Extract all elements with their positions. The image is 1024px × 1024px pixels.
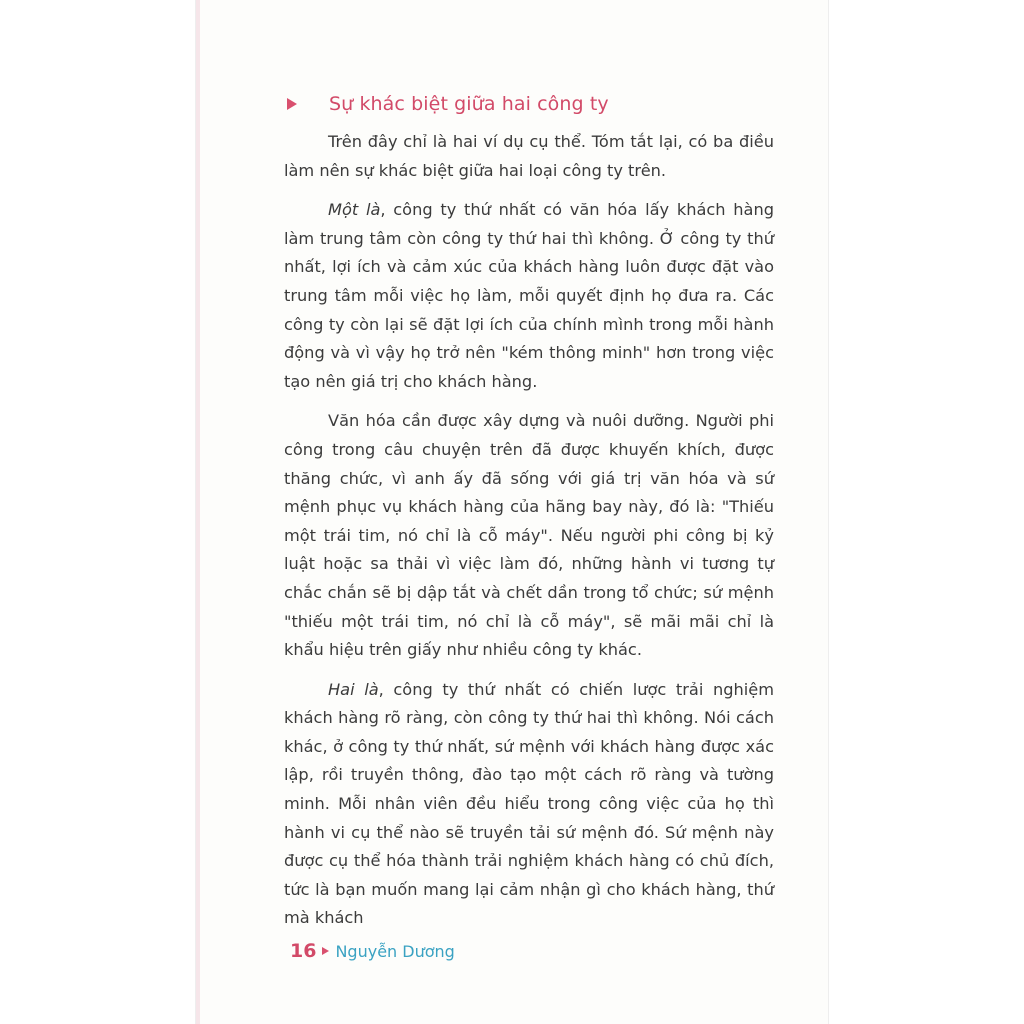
page-footer	[290, 936, 455, 966]
triangle-bullet-icon	[322, 947, 329, 955]
section-title: Sự khác biệt giữa hai công ty	[329, 93, 609, 115]
paragraph	[284, 196, 774, 396]
paragraph	[284, 128, 774, 185]
paragraph-lead: Hai là	[328, 679, 379, 699]
paragraph-text: , công ty thứ nhất có văn hóa lấy khách hàng làm trung tâm còn công ty thứ hai thì không. Ở công ty thứ nhất, lợi ích và cảm xúc của khách hàng luôn được đặt vào trung tâm mỗi việc họ làm, mỗi quyết định họ đưa ra. Các công ty còn lại sẽ đặt lợi ích của chính mình trong mỗi hành động và vì vậy họ trở nên "kém thông minh" hơn trong việc tạo nên giá trị cho khách hàng.	[284, 200, 774, 391]
page-edge	[196, 0, 200, 1024]
page-number: 16	[290, 940, 317, 962]
paragraph	[284, 676, 774, 933]
paragraph-text: Trên đây chỉ là hai ví dụ cụ thể. Tóm tắt lại, có ba điều làm nên sự khác biệt giữa hai loại công ty trên.	[284, 132, 774, 180]
body-text	[284, 128, 774, 944]
section-heading	[287, 88, 609, 120]
paragraph-text: , công ty thứ nhất có chiến lược trải nghiệm khách hàng rõ ràng, còn công ty thứ hai thì không. Nói cách khác, ở công ty thứ nhất, sứ mệnh với khách hàng được xác lập, rồi truyền thông, đào tạo một cách rõ ràng và tường minh. Mỗi nhân viên đều hiểu trong công việc của họ thì hành vi cụ thể nào sẽ truyền tải sứ mệnh đó. Sứ mệnh này được cụ thể hóa thành trải nghiệm khách hàng có chủ đích, tức là bạn muốn mang lại cảm nhận gì cho khách hàng, thứ mà khách	[284, 679, 774, 928]
author-name: Nguyễn Dương	[335, 941, 455, 961]
paragraph	[284, 407, 774, 664]
paragraph-lead: Một là	[328, 200, 381, 220]
triangle-bullet-icon	[287, 98, 297, 110]
paragraph-text: Văn hóa cần được xây dựng và nuôi dưỡng. Người phi công trong câu chuyện trên đã được khuyến khích, được thăng chức, vì anh ấy đã sống với giá trị văn hóa và sứ mệnh phục vụ khách hàng của hãng bay này, đó là: "Thiếu một trái tim, nó chỉ là cỗ máy". Nếu người phi công bị kỷ luật hoặc sa thải vì việc làm đó, những hành vi tương tự chắc chắn sẽ bị dập tắt và chết dần trong tổ chức; sứ mệnh "thiếu một trái tim, nó chỉ là cỗ máy", sẽ mãi mãi chỉ là khẩu hiệu trên giấy như nhiều công ty khác.	[284, 411, 774, 660]
